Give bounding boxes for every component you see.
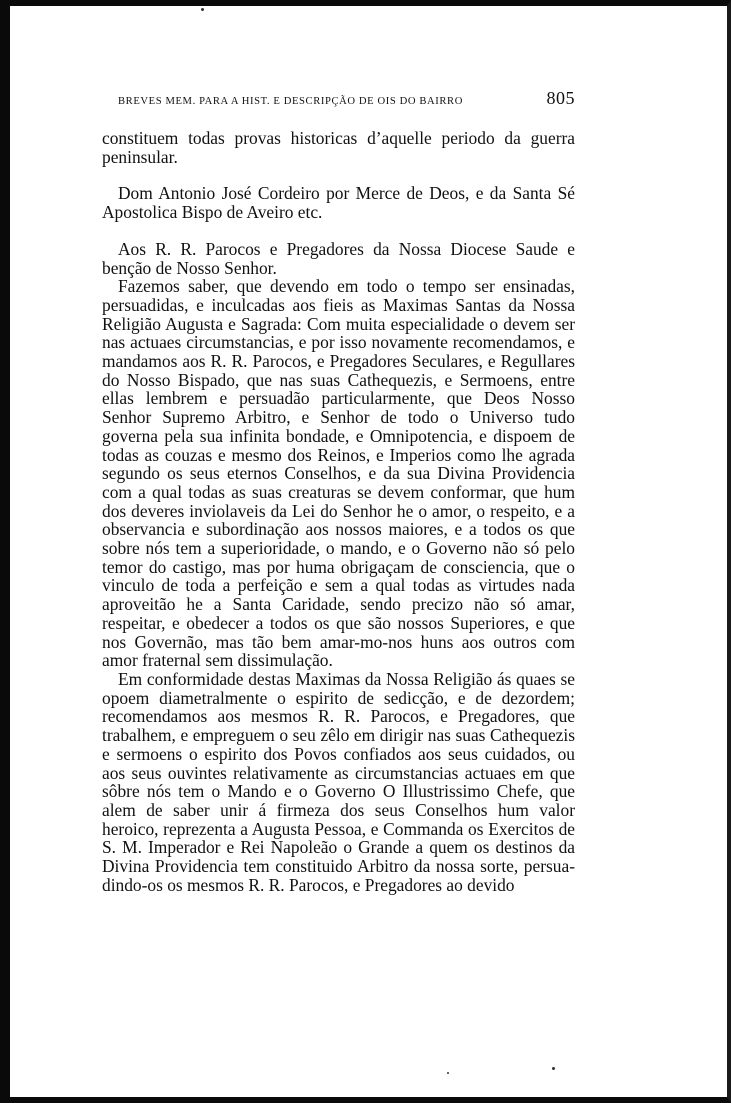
scan-speck xyxy=(447,1072,449,1074)
page-number: 805 xyxy=(546,88,575,108)
running-head xyxy=(118,88,575,118)
book-page xyxy=(102,88,575,894)
scan-speck xyxy=(201,8,204,11)
scan-speck xyxy=(552,1067,555,1070)
paragraph-salutation: Dom Antonio José Cordeiro por Merce de Deos, e da Santa Sé Apostolica Bispo de Aveiro etc. xyxy=(102,183,575,223)
paragraph-address: Aos R. R. Parocos e Pregadores da Nossa Diocese Saude e benção de Nosso Senhor. xyxy=(102,238,575,278)
running-title: BREVES MEM. PARA A HIST. E DESCRIPÇÃO DE OIS DO BAIRRO xyxy=(118,96,463,107)
body-text xyxy=(102,129,575,894)
paragraph-body: Em conformidade destas Maximas da Nossa Religião ás quaes se opoem diametralmente o espirito de sedicção, e de dezordem; recomendamos aos mesmos R. R. Parocos, e Pregadores, que trabalhem, e empreguem o seu zêlo em dirigir nas suas Cathequezis e sermoens o espirito dos Povos confiados aos seus cuidados, ou aos seus ouvintes relativamente as circumstancias actuaes em que sôbre nós tem o Mando e o Governo O Illustrissimo Chefe, que alem de saber unir á firmeza dos seus Conselhos hum valor heroico, reprezenta a Augusta Pessoa, e Commanda os Exercitos de S. M. Imperador e Rei Napoleão o Grande a quem os destinos da Divina Providencia tem constituido Arbitro da nossa sorte, persuadindo-os os mesmos R. R. Parocos, e Pregadores ao devido xyxy=(102,668,575,895)
paragraph-body: Fazemos saber, que devendo em todo o tempo ser ensinadas, persuadidas, e inculcadas aos fieis as Maximas Santas da Nossa Religião Augusta e Sagrada: Com muita especialidade o devem ser nas actuaes circumstancias, e por isso novamente recomendamos, e mandamos aos R. R. Parocos, e Pregadores Seculares, e Regullares do Nosso Bispado, que nas suas Cathequezis, e Sermoens, entre ellas lembrem e persuadão particularmente, que Deos Nosso Senhor Supremo Arbitro, e Senhor de todo o Universo tudo governa pela sua infinita bondade, e Omnipotencia, e dispoem de todas as couzas e mesmo dos Reinos, e Imperios como lhe agrada segundo os seus eternos Conselhos, e da sua Divina Providencia com a qual todas as suas creaturas se devem conformar, que hum dos deveres inviolaveis da Lei do Senhor he o amor, o respeito, e a observancia e subordinação aos nossos maiores, e a todos os que sobre nós tem a superioridade, o mando, e o Governo não só pelo temor do castigo, mas por huma obrigaçam de consciencia, que o vinculo de toda a perfeição e sem a qual todas as virtudes nada aproveitão he a Santa Caridade, sendo precizo não só amar, respeitar, e obedecer a todos os que são nossos Superiores, e que nos Governão, mas tão bem amar-mo-nos huns aos outros com amor fraternal sem dissimulação. xyxy=(102,276,575,671)
paragraph-continuation: constituem todas provas historicas d’aquelle periodo da guerra peninsular. xyxy=(102,128,575,167)
